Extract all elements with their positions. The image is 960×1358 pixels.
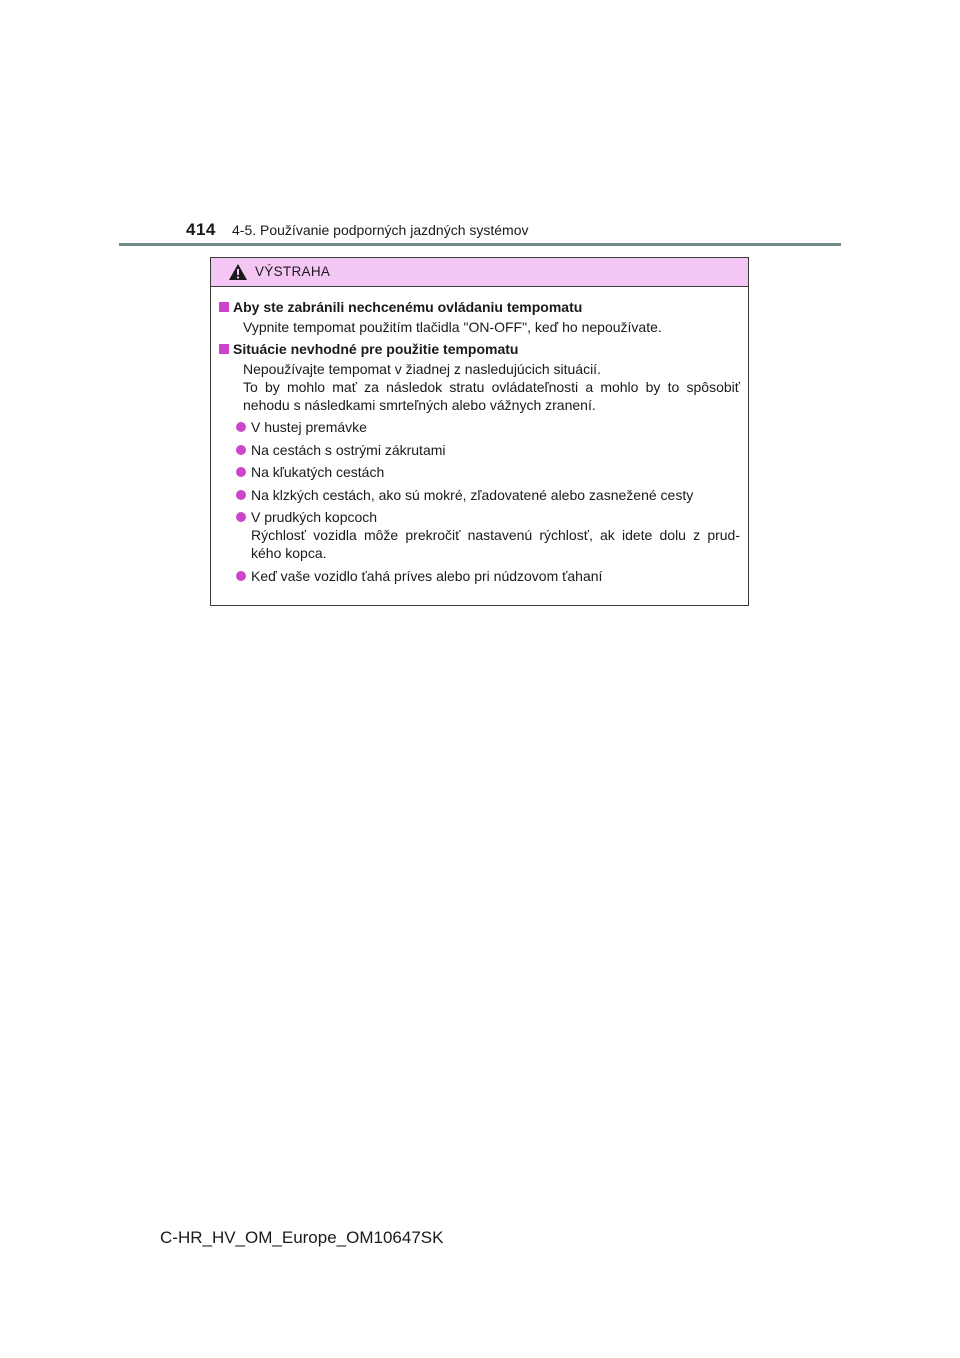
list-item-text: Na cestách s ostrými zákrutami	[251, 441, 446, 458]
list-item	[219, 463, 740, 481]
list-item	[219, 418, 740, 436]
list-item-text: Na klzkých cestách, ako sú mokré, zľadovatené alebo zasnežené cesty	[251, 486, 694, 503]
header-divider	[119, 243, 841, 246]
page-number: 414	[186, 220, 216, 239]
warning-title: VÝSTRAHA	[255, 264, 331, 279]
text-line: Nepoužívajte tempomat v žiadnej z nasledujúcich situácií.	[243, 361, 601, 377]
round-bullet-icon	[236, 571, 246, 581]
text-line: Vypnite tempomat použitím tlačidla "ON-OFF", keď ho nepoužívate.	[243, 319, 662, 335]
document-code: C-HR_HV_OM_Europe_OM10647SK	[160, 1228, 444, 1247]
list-item-text: Na kľukatých cestách	[251, 464, 385, 480]
section-title: 4-5. Používanie podporných jazdných systémov	[232, 222, 529, 238]
square-bullet-icon	[219, 344, 229, 354]
round-bullet-icon	[236, 445, 246, 455]
section-heading	[219, 340, 740, 358]
list-item	[219, 486, 740, 504]
list-item	[219, 567, 740, 585]
warning-section-unintended-operation	[219, 298, 740, 336]
warning-body	[211, 287, 748, 585]
round-bullet-icon	[236, 512, 246, 522]
section-text	[219, 360, 740, 414]
round-bullet-icon	[236, 490, 246, 500]
text-line: nehodu s následkami smrteľných alebo vážnych zranení.	[243, 397, 596, 413]
list-item-text: V prudkých kopcoch	[251, 509, 378, 525]
section-heading-text: Situácie nevhodné pre použitie tempomatu	[233, 341, 519, 357]
list-item-text: Rýchlosť vozidla môže prekročiť nastavenú rýchlosť, ak idete dolu z prud-	[251, 527, 740, 543]
section-heading	[219, 298, 740, 316]
round-bullet-icon	[236, 422, 246, 432]
list-item-text: Keď vaše vozidlo ťahá príves alebo pri núdzovom ťahaní	[251, 567, 603, 584]
warning-header	[211, 258, 748, 287]
section-text	[219, 318, 740, 336]
list-item	[219, 441, 740, 459]
text-line: To by mohlo mať za následok stratu ovládateľnosti a mohlo by to spôsobiť	[243, 379, 740, 395]
situation-list	[219, 418, 740, 585]
warning-box	[210, 257, 749, 606]
warning-section-unsuitable-situations	[219, 340, 740, 414]
list-item-text: V hustej premávke	[251, 419, 367, 435]
list-item	[219, 508, 740, 562]
section-heading-text: Aby ste zabránili nechcenému ovládaniu tempomatu	[233, 299, 583, 315]
square-bullet-icon	[219, 302, 229, 312]
list-item-text: kého kopca.	[251, 545, 327, 561]
warning-triangle-icon	[228, 263, 248, 281]
round-bullet-icon	[236, 467, 246, 477]
